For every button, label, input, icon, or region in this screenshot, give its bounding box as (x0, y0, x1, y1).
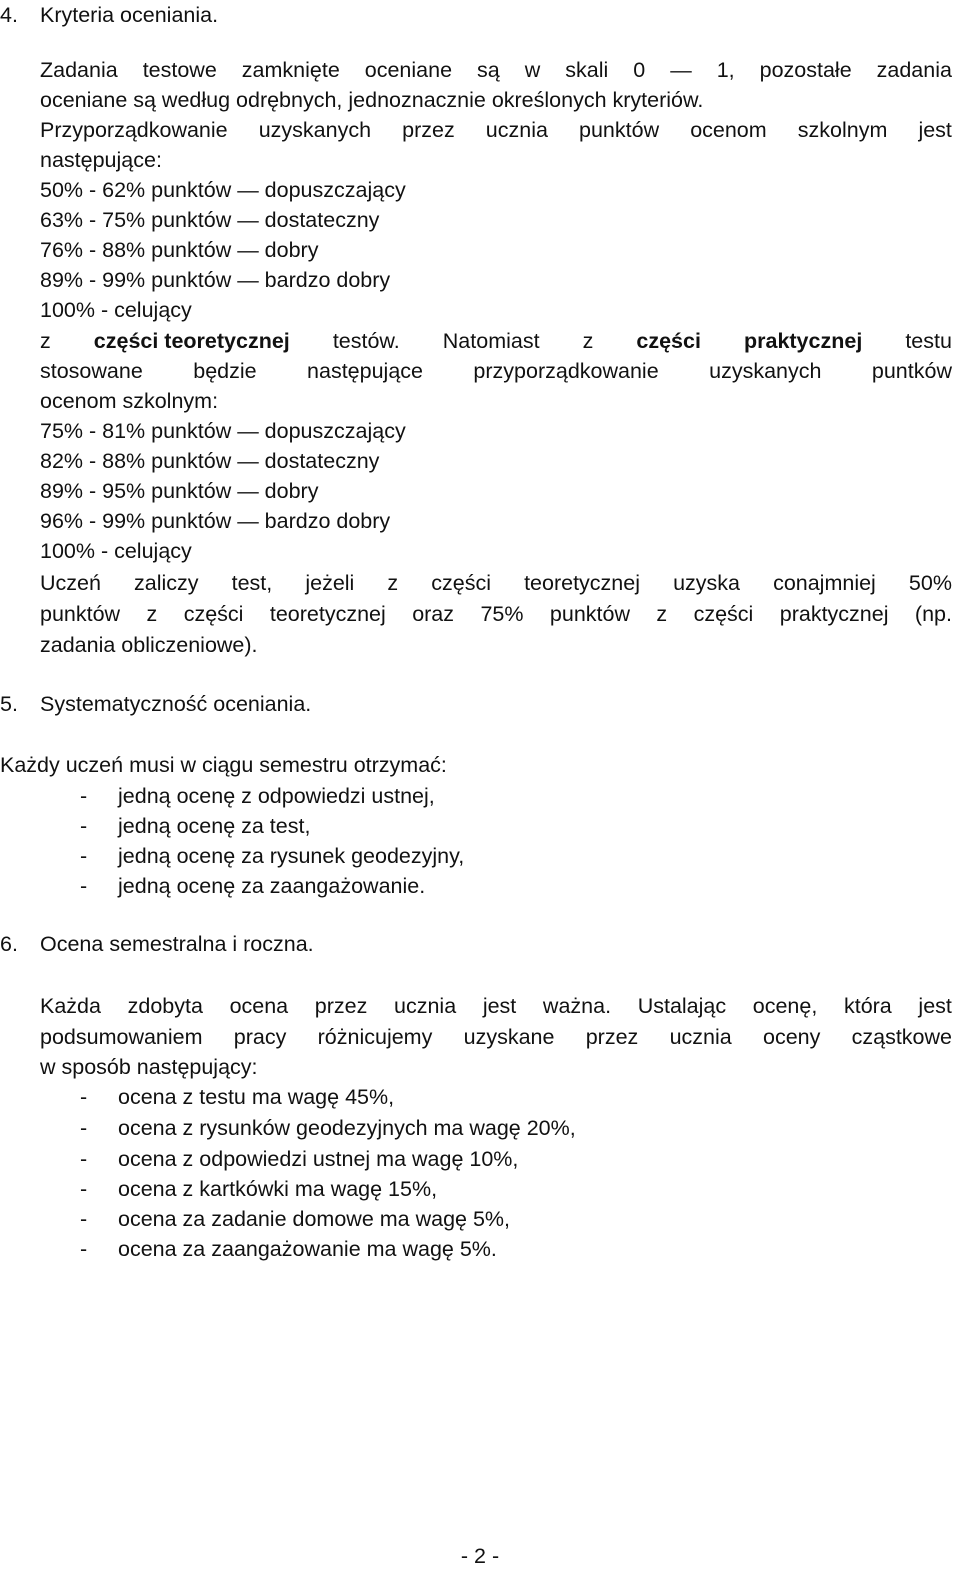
word: zamknięte (241, 58, 340, 82)
text-fragment: z (582, 329, 594, 353)
word: oceny (762, 1025, 821, 1049)
word: uzyskanych (709, 359, 822, 383)
word: ucznia (485, 118, 548, 142)
word: przez (314, 994, 368, 1018)
word: Zadania (40, 58, 118, 82)
word: ocena (229, 994, 289, 1018)
word: podsumowaniem (40, 1025, 203, 1049)
word: z (656, 602, 668, 626)
list-dash: - (80, 1177, 88, 1201)
word: która (843, 994, 892, 1018)
paragraph-line (40, 599, 952, 629)
word: oraz (412, 602, 455, 626)
word: jest (918, 994, 952, 1018)
word: jeżeli (305, 571, 355, 595)
word: cząstkowe (851, 1025, 952, 1049)
word: w (524, 58, 541, 82)
word: Uczeń (40, 571, 101, 595)
word: Ustalając (637, 994, 727, 1018)
paragraph-line: ocenom szkolnym: (40, 389, 219, 413)
paragraph-line (40, 55, 952, 85)
word: części (693, 602, 754, 626)
list-dash: - (80, 874, 88, 898)
word: będzie (193, 359, 257, 383)
word: zdobyta (127, 994, 203, 1018)
section-number: 5. (0, 692, 18, 716)
paragraph-line (40, 1022, 952, 1052)
text-fragment: Natomiast (442, 329, 540, 353)
word: uzyskane (463, 1025, 555, 1049)
word: zaliczy (134, 571, 199, 595)
grade-item: 82% - 88% punktów — dostateczny (40, 449, 380, 473)
list-item: ocena z odpowiedzi ustnej ma wagę 10%, (118, 1147, 519, 1171)
word: 75% (480, 602, 524, 626)
word: przez (402, 118, 455, 142)
word: test, (231, 571, 273, 595)
word: szkolnym (797, 118, 888, 142)
list-item: jedną ocenę za rysunek geodezyjny, (118, 844, 465, 868)
grade-item: 50% - 62% punktów — dopuszczający (40, 178, 406, 202)
grade-item: 89% - 99% punktów — bardzo dobry (40, 268, 391, 292)
list-item: ocena za zadanie domowe ma wagę 5%, (118, 1207, 511, 1231)
section-title: Systematyczność oceniania. (40, 692, 312, 716)
word: stosowane (40, 359, 143, 383)
text-fragment: z (40, 329, 51, 353)
list-item: ocena z kartkówki ma wagę 15%, (118, 1177, 438, 1201)
word: pracy (233, 1025, 287, 1049)
word: conajmniej (773, 571, 876, 595)
word: następujące (307, 359, 423, 383)
word: jest (918, 118, 952, 142)
paragraph-line (40, 326, 952, 356)
paragraph-line: Każdy uczeń musi w ciągu semestru otrzymać: (0, 753, 447, 777)
word: przez (585, 1025, 639, 1049)
word: punktów (549, 602, 630, 626)
word: pozostałe (759, 58, 852, 82)
page-number: - 2 - (460, 1544, 500, 1568)
grade-item: 100% - celujący (40, 298, 192, 322)
word: 0 (633, 58, 646, 82)
word: z (146, 602, 158, 626)
word: uzyska (673, 571, 740, 595)
paragraph-line (40, 568, 952, 598)
word: zadania (876, 58, 952, 82)
word: — (670, 58, 692, 82)
grade-item: 100% - celujący (40, 539, 192, 563)
word: punktów (40, 602, 121, 626)
word: uzyskanych (258, 118, 372, 142)
word: teoretycznej (269, 602, 386, 626)
text-fragment: testu (905, 329, 952, 353)
word: z (387, 571, 399, 595)
list-item: jedną ocenę za zaangażowanie. (118, 874, 426, 898)
grade-item: 76% - 88% punktów — dobry (40, 238, 319, 262)
grade-item: 96% - 99% punktów — bardzo dobry (40, 509, 391, 533)
section-title: Kryteria oceniania. (40, 3, 219, 27)
word: Przyporządkowanie (40, 118, 228, 142)
section-title: Ocena semestralna i roczna. (40, 932, 314, 956)
word: ocenę, (752, 994, 818, 1018)
paragraph-line (40, 356, 952, 386)
word: ucznia (669, 1025, 732, 1049)
grade-item: 89% - 95% punktów — dobry (40, 479, 319, 503)
word: przyporządkowanie (473, 359, 659, 383)
paragraph-line: w sposób następujący: (40, 1055, 258, 1079)
word: punktów (579, 118, 660, 142)
word: są (477, 58, 500, 82)
word: (np. (914, 602, 952, 626)
paragraph-line (40, 115, 952, 145)
word: Każda (40, 994, 101, 1018)
paragraph-line: zadania obliczeniowe). (40, 633, 258, 657)
word: ważna. (542, 994, 612, 1018)
word: części (431, 571, 491, 595)
word: 50% (908, 571, 952, 595)
list-item: ocena za zaangażowanie ma wagę 5%. (118, 1237, 497, 1261)
grade-item: 63% - 75% punktów — dostateczny (40, 208, 380, 232)
word: praktycznej (779, 602, 889, 626)
bold-text: części teoretycznej (93, 329, 290, 353)
paragraph-line: następujące: (40, 148, 162, 172)
word: teoretycznej (524, 571, 640, 595)
paragraph-line: oceniane są według odrębnych, jednoznacznie określonych kryteriów. (40, 88, 704, 112)
list-dash: - (80, 1237, 88, 1261)
grade-item: 75% - 81% punktów — dopuszczający (40, 419, 406, 443)
list-dash: - (80, 784, 88, 808)
word: ucznia (394, 994, 457, 1018)
list-dash: - (80, 1116, 88, 1140)
list-item: ocena z rysunków geodezyjnych ma wagę 20%, (118, 1116, 576, 1140)
list-item: jedną ocenę za test, (118, 814, 311, 838)
word: skali (565, 58, 609, 82)
list-dash: - (80, 1207, 88, 1231)
word: 1, (716, 58, 735, 82)
list-dash: - (80, 844, 88, 868)
list-item: ocena z testu ma wagę 45%, (118, 1085, 395, 1109)
text-fragment: testów. (332, 329, 400, 353)
list-dash: - (80, 1147, 88, 1171)
word: oceniane (364, 58, 453, 82)
list-dash: - (80, 814, 88, 838)
word: jest (482, 994, 517, 1018)
word: różnicujemy (317, 1025, 433, 1049)
list-item: jedną ocenę z odpowiedzi ustnej, (118, 784, 435, 808)
word: ocenom (690, 118, 767, 142)
word: części (183, 602, 244, 626)
section-number: 4. (0, 3, 18, 27)
bold-text: praktycznej (743, 329, 863, 353)
word: testowe (142, 58, 217, 82)
list-dash: - (80, 1085, 88, 1109)
word: puntków (871, 359, 952, 383)
section-number: 6. (0, 932, 18, 956)
paragraph-line (40, 991, 952, 1021)
bold-text: części (636, 329, 701, 353)
